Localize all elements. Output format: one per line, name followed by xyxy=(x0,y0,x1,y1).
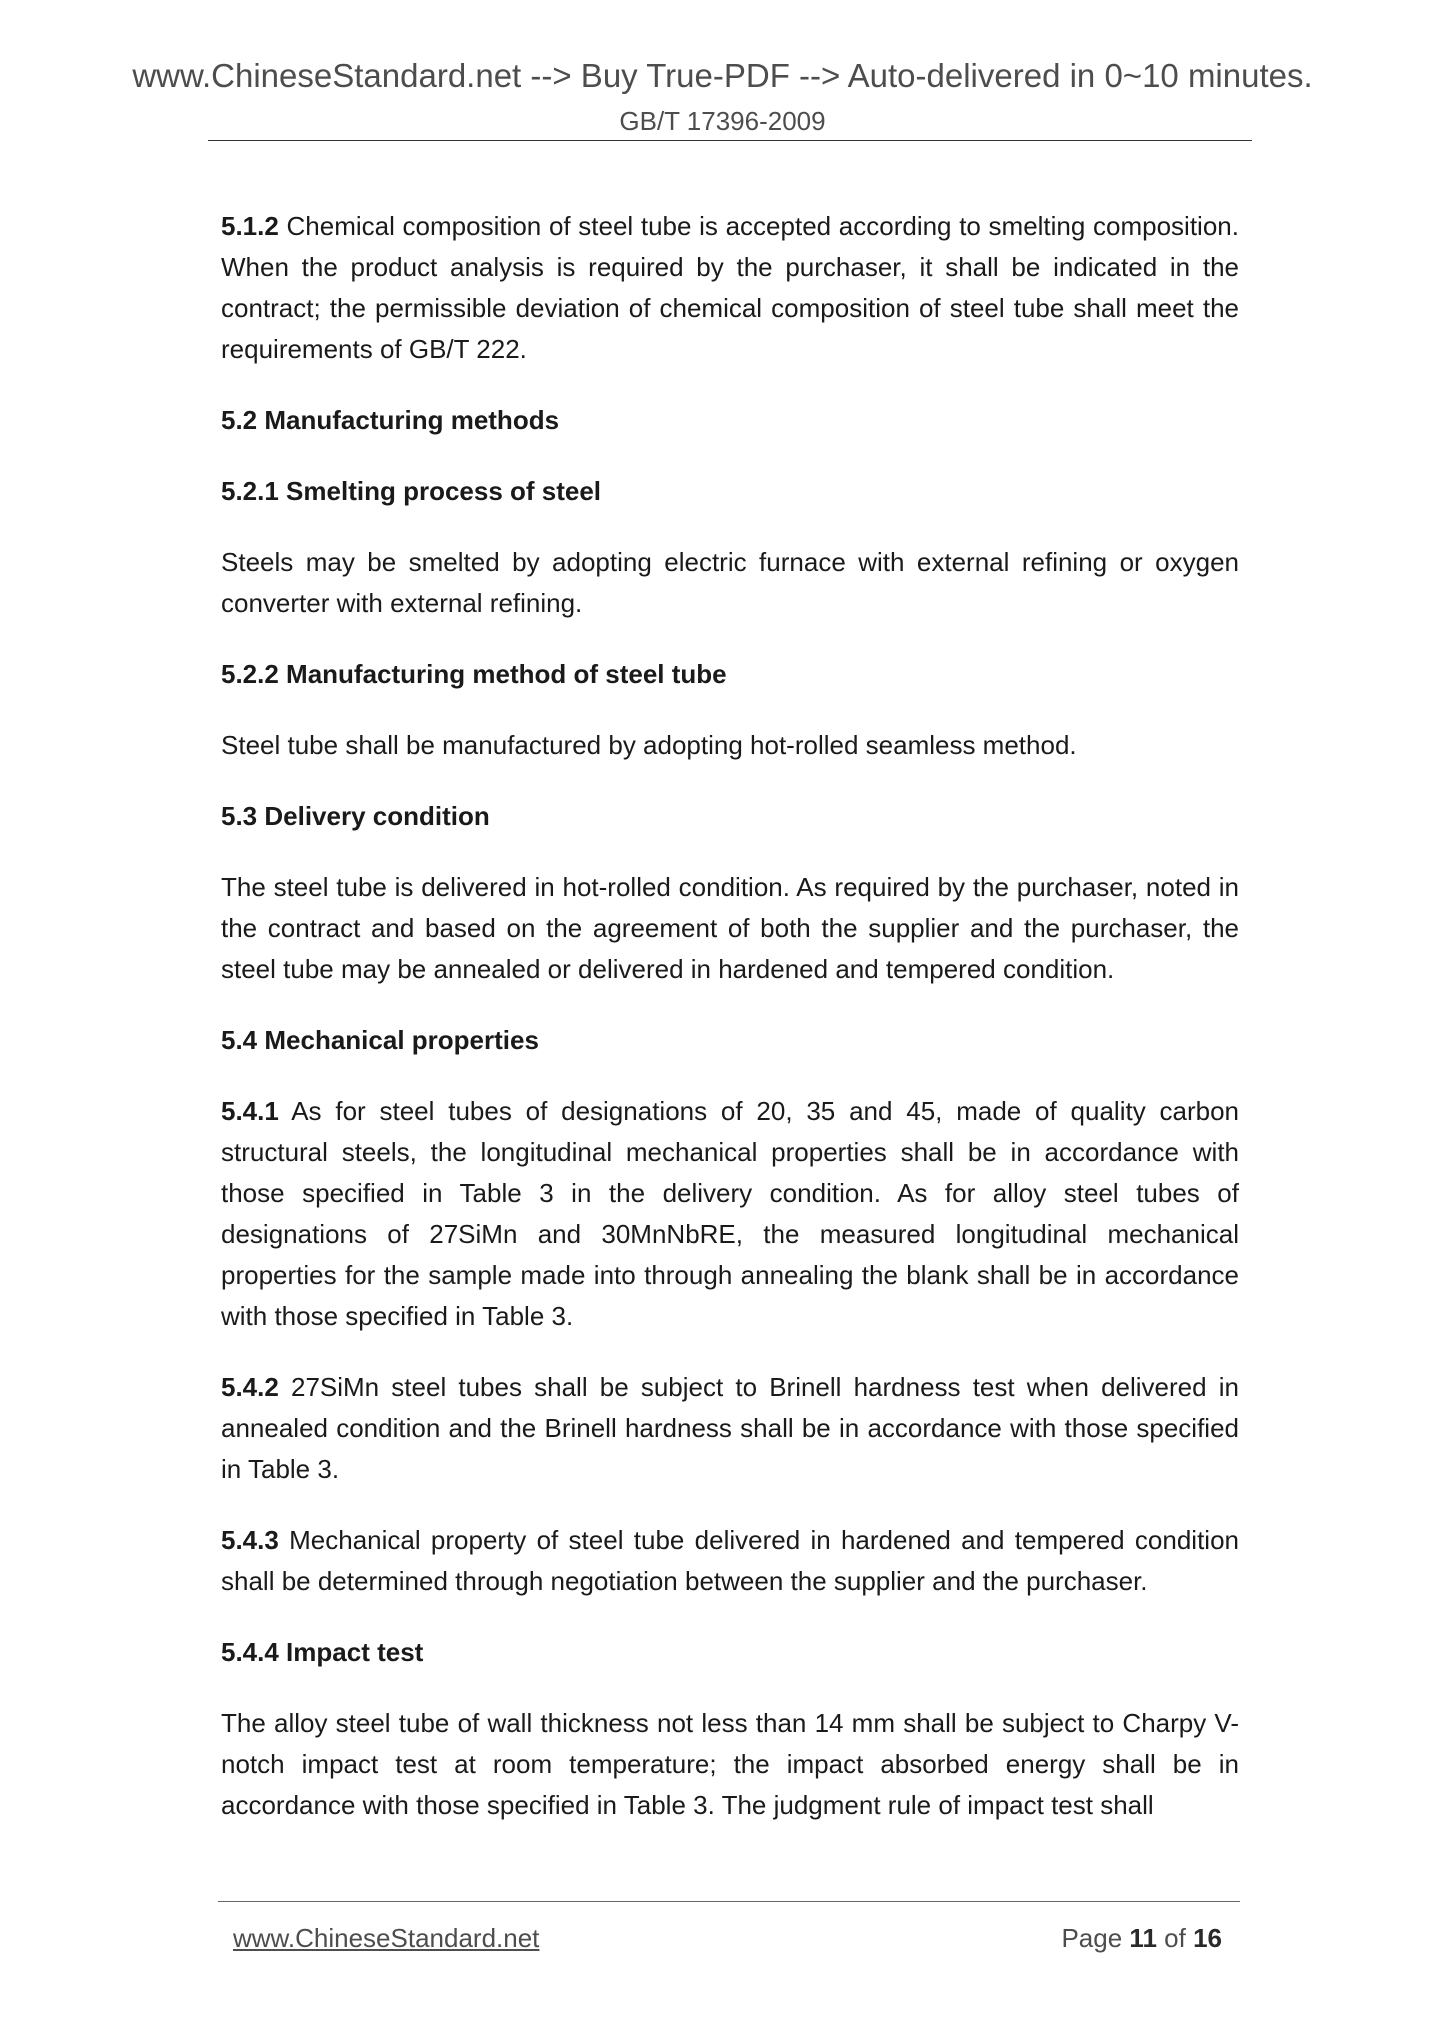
heading-5-3: 5.3 Delivery condition xyxy=(221,801,490,831)
clause-number: 5.4.3 xyxy=(221,1525,279,1555)
footer-divider xyxy=(218,1901,1240,1902)
clause-5-2-1-text: Steels may be smelted by adopting electric furnace with external refining or oxygen converter with external refining. xyxy=(221,547,1239,618)
clause-text: As for steel tubes of designations of 20, 35 and 45, made of quality carbon structural steels, the longitudinal mechanical properties shall be in accordance with those specified in Table 3 in the delivery condition. As for alloy steel tubes of designations of 27SiMn and 30MnNbRE, the measured longitudinal mechanical properties for the sample made into through annealing the blank shall be in accordance with those specified in Table 3. xyxy=(221,1096,1239,1331)
footer-site-link[interactable]: www.ChineseStandard.net xyxy=(233,1923,540,1953)
page-indicator xyxy=(1061,1921,1222,1955)
heading-5-2-1: 5.2.1 Smelting process of steel xyxy=(221,476,602,506)
heading-5-4: 5.4 Mechanical properties xyxy=(221,1025,539,1055)
page-current: 11 xyxy=(1129,1923,1157,1953)
page-label: Page xyxy=(1061,1923,1123,1953)
clause-text: 27SiMn steel tubes shall be subject to Brinell hardness test when delivered in annealed condition and the Brinell hardness shall be in accordance with those specified in Table 3. xyxy=(221,1372,1239,1484)
clause-5-1-2 xyxy=(221,206,1239,370)
clause-text: Chemical composition of steel tube is accepted according to smelting composition. When the product analysis is required by the purchaser, it shall be indicated in the contract; the permissible deviation of chemical composition of steel tube shall meet the requirements of GB/T 222. xyxy=(221,211,1239,364)
clause-5-2-2-text: Steel tube shall be manufactured by adopting hot-rolled seamless method. xyxy=(221,730,1077,760)
clause-5-4-4-text: The alloy steel tube of wall thickness not less than 14 mm shall be subject to Charpy V-notch impact test at room temperature; the impact absorbed energy shall be in accordance with those specified in Table 3. The judgment rule of impact test shall xyxy=(221,1708,1239,1820)
heading-5-4-4: 5.4.4 Impact test xyxy=(221,1637,424,1667)
clause-5-4-3 xyxy=(221,1520,1239,1602)
page-total: 16 xyxy=(1193,1923,1222,1953)
clause-5-4-1 xyxy=(221,1091,1239,1337)
clause-5-4-2 xyxy=(221,1367,1239,1490)
page-of: of xyxy=(1164,1923,1186,1953)
header-divider xyxy=(208,140,1252,141)
heading-5-2-2: 5.2.2 Manufacturing method of steel tube xyxy=(221,659,727,689)
site-banner: www.ChineseStandard.net --> Buy True-PDF --> Auto-delivered in 0~10 minutes. xyxy=(132,57,1313,94)
heading-5-2: 5.2 Manufacturing methods xyxy=(221,405,560,435)
document-body xyxy=(221,206,1239,1826)
clause-5-3-text: The steel tube is delivered in hot-rolled condition. As required by the purchaser, noted in the contract and based on the agreement of both the supplier and the purchaser, the steel tube may be annealed or delivered in hardened and tempered condition. xyxy=(221,872,1239,984)
clause-number: 5.4.2 xyxy=(221,1372,279,1402)
clause-number: 5.4.1 xyxy=(221,1096,279,1126)
clause-number: 5.1.2 xyxy=(221,211,279,241)
clause-text: Mechanical property of steel tube delivered in hardened and tempered condition shall be determined through negotiation between the supplier and the purchaser. xyxy=(221,1525,1239,1596)
standard-number: GB/T 17396-2009 xyxy=(619,106,826,136)
